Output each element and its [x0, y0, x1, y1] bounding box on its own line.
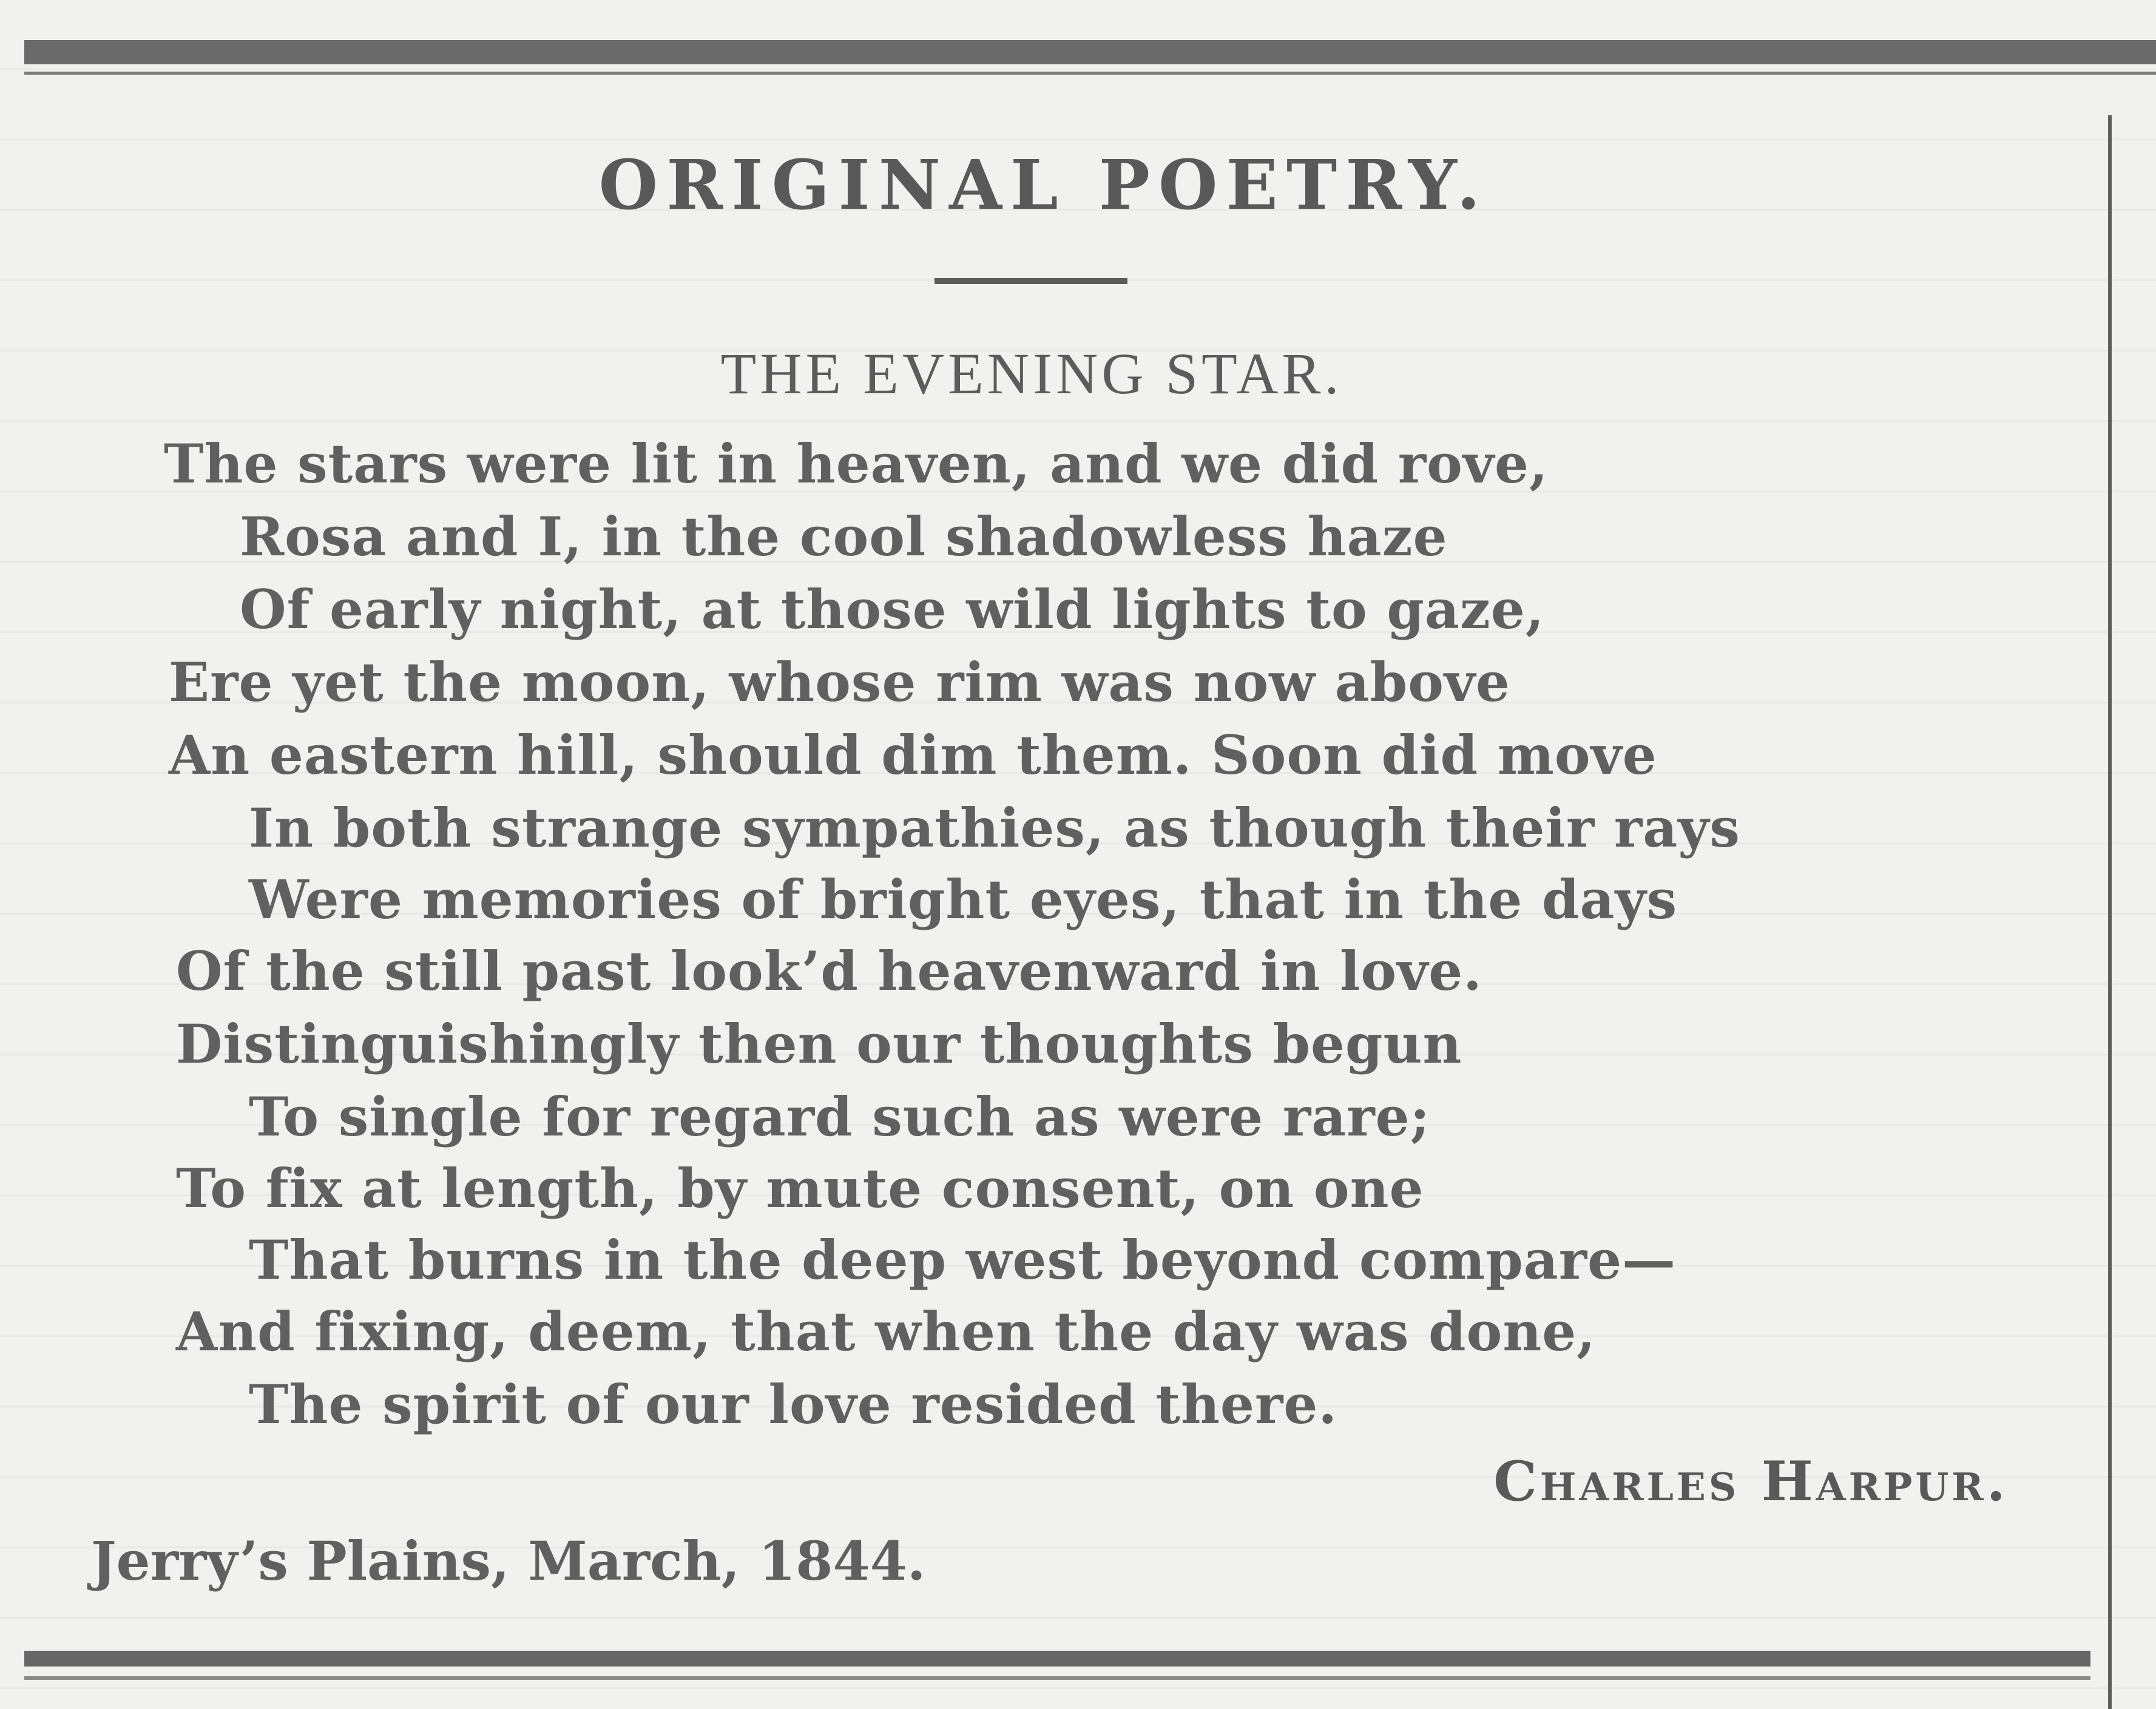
section-heading: ORIGINAL POETRY. — [598, 146, 1489, 225]
poem-line: To single for regard such as were rare; — [249, 1085, 1431, 1148]
poem-line: Rosa and I, in the cool shadowless haze — [240, 505, 1448, 568]
top-rule-thin — [24, 72, 2156, 75]
heading-divider — [934, 278, 1127, 284]
poem-line: Of the still past look’d heavenward in love. — [176, 939, 1482, 1003]
bottom-rule-thick — [24, 1651, 2090, 1667]
poem-line: The spirit of our love resided there. — [249, 1373, 1338, 1436]
poem-line: Of early night, at those wild lights to gaze, — [240, 578, 1545, 641]
poem-line: That burns in the deep west beyond compare— — [249, 1228, 1677, 1291]
poem-title: THE EVENING STAR. — [720, 341, 1343, 406]
poem-line: And fixing, deem, that when the day was done, — [176, 1300, 1596, 1363]
poem-line: Were memories of bright eyes, that in the days — [249, 868, 1678, 931]
author-signature: Charles Harpur. — [1493, 1449, 2009, 1514]
poem-line: The stars were lit in heaven, and we did rove, — [164, 432, 1549, 495]
poem-line: In both strange sympathies, as though their rays — [249, 796, 1740, 859]
poem-line: Ere yet the moon, whose rim was now above — [169, 651, 1511, 714]
bottom-rule-thin — [24, 1676, 2090, 1680]
column-rule — [2108, 115, 2112, 1709]
poem-line: An eastern hill, should dim them. Soon did move — [169, 723, 1657, 787]
top-rule-thick — [24, 40, 2156, 64]
dateline: Jerry’s Plains, March, 1844. — [91, 1529, 926, 1592]
poem-line: Distinguishingly then our thoughts begun — [176, 1012, 1462, 1075]
poem-line: To fix at length, by mute consent, on one — [176, 1157, 1424, 1220]
